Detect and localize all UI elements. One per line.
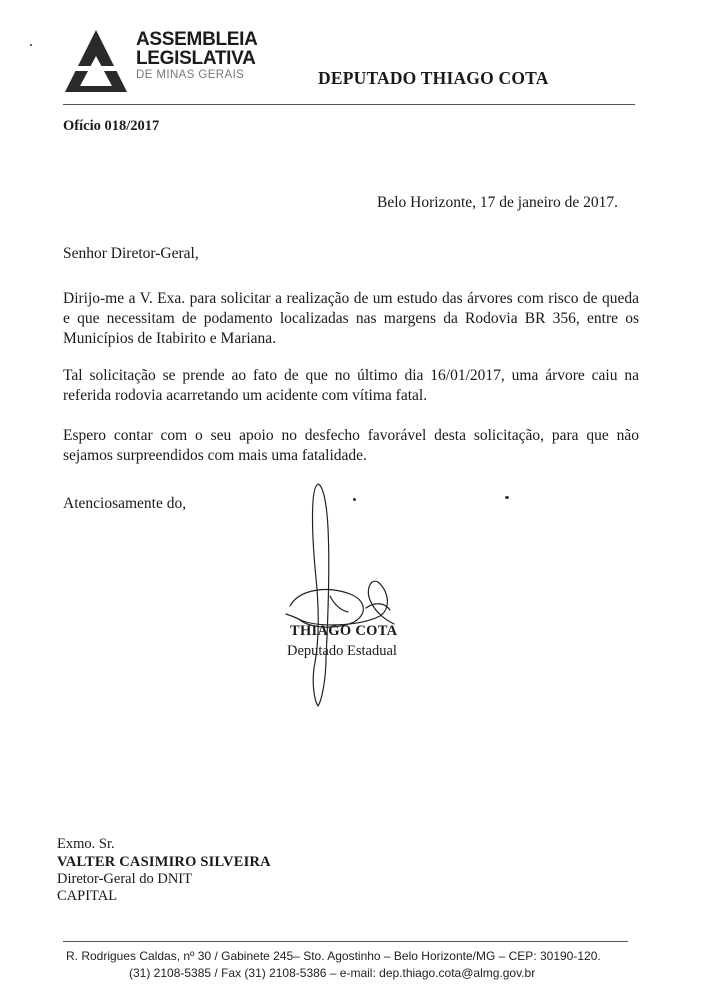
closing: Atenciosamente do, [63,495,187,512]
signer-name: THIAGO COTA [290,623,398,639]
addressee-title: Diretor-Geral do DNIT [57,871,192,887]
salutation: Senhor Diretor-Geral, [63,245,199,262]
assembleia-logo-icon [63,28,129,94]
signer-role: Deputado Estadual [287,643,397,659]
footer-divider [63,941,628,942]
logo-text-minas-gerais: DE MINAS GERAIS [136,69,245,81]
addressee-city: CAPITAL [57,888,118,904]
document-date: Belo Horizonte, 17 de janeiro de 2017. [377,194,619,211]
addressee-salutation: Exmo. Sr. [57,836,115,852]
paragraph-3: Espero contar com o seu apoio no desfecho favorável desta solicitação, para que não sejamos surpreendidos com mais uma fatalidade. [63,427,639,464]
addressee-name: VALTER CASIMIRO SILVEIRA [57,854,271,870]
footer-address: R. Rodrigues Caldas, nº 30 / Gabinete 245– Sto. Agostinho – Belo Horizonte/MG – CEP: 30190-120. [66,949,601,963]
logo-text-legislativa: LEGISLATIVA [136,48,256,69]
footer-contact: (31) 2108-5385 / Fax (31) 2108-5386 – e-mail: dep.thiago.cota@almg.gov.br [129,966,536,980]
logo-text-assembleia: ASSEMBLEIA [136,29,258,50]
handwritten-signature [270,478,420,710]
scan-speck [505,496,509,499]
paragraph-1: Dirijo-me a V. Exa. para solicitar a realização de um estudo das árvores com risco de queda e que necessitam de podamento localizadas nas margens da Rodovia BR 356, entre os Municípios de Itabirito e Mariana. [63,290,639,347]
paragraph-2: Tal solicitação se prende ao fato de que no último dia 16/01/2017, uma árvore caiu na referida rodovia acarretando um acidente com vítima fatal. [63,367,639,404]
scan-speck [353,498,356,501]
scan-speck [30,44,32,46]
header-divider [63,104,635,105]
document-number: Ofício 018/2017 [63,118,160,134]
header-title: DEPUTADO THIAGO COTA [318,68,549,88]
